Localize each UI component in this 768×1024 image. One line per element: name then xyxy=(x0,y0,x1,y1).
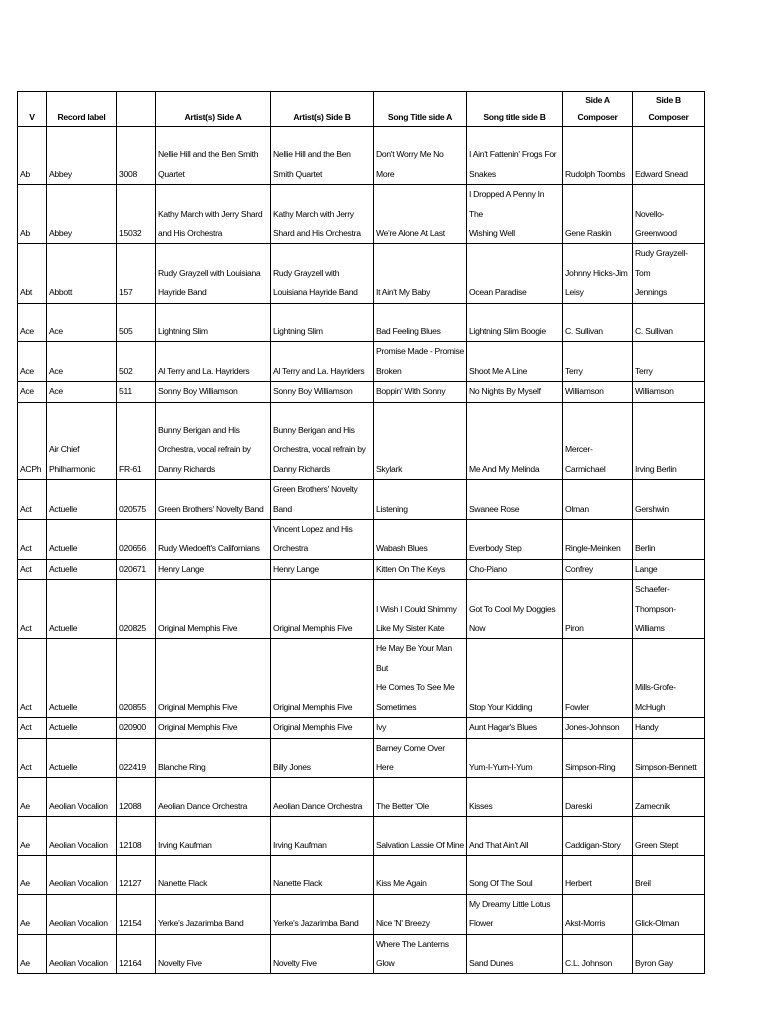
cell-artist-side-b: Bunny Berigan and His Orchestra, vocal refrain by Danny Richards xyxy=(271,402,374,480)
cell-song-title-side-b: Got To Cool My Doggies Now xyxy=(467,580,563,639)
cell-record-label: Abbey xyxy=(47,127,117,185)
cell-song-title-side-b: Aunt Hagar's Blues xyxy=(467,718,563,738)
cell-v-code: Ab xyxy=(18,127,47,185)
cell-side-b-composer: Simpson-Bennett xyxy=(633,738,705,778)
cell-side-b-composer: Mills-Grofe- McHugh xyxy=(633,639,705,718)
cell-v-code: Abt xyxy=(18,244,47,303)
cell-catalog-number: 12154 xyxy=(117,894,156,934)
cell-side-a-composer: Ringle-Meinken xyxy=(563,520,633,560)
cell-song-title-side-b: Song Of The Soul xyxy=(467,855,563,894)
table-row xyxy=(18,185,705,244)
cell-artist-side-b: Nanette Flack xyxy=(271,855,374,894)
cell-side-b-composer: Rudy Grayzell-Tom Jennings xyxy=(633,244,705,303)
cell-catalog-number: 157 xyxy=(117,244,156,303)
cell-side-a-composer: Simpson-Ring xyxy=(563,738,633,778)
cell-catalog-number: 505 xyxy=(117,303,156,342)
table-row xyxy=(18,817,705,856)
cell-song-title-side-b: Me And My Melinda xyxy=(467,402,563,480)
cell-side-b-composer: Handy xyxy=(633,718,705,738)
cell-artist-side-a: Rudy Wiedoeft's Californians xyxy=(156,520,271,560)
column-header-catalog-number xyxy=(117,92,156,127)
cell-artist-side-b: Billy Jones xyxy=(271,738,374,778)
cell-song-title-side-b: Sand Dunes xyxy=(467,934,563,974)
cell-artist-side-a: Original Memphis Five xyxy=(156,639,271,718)
cell-record-label: Aeolian Vocalion xyxy=(47,934,117,974)
cell-artist-side-a: Novelty Five xyxy=(156,934,271,974)
cell-record-label: Ace xyxy=(47,382,117,402)
cell-song-title-side-a: Promise Made - Promise Broken xyxy=(374,342,467,382)
cell-song-title-side-a: Wabash Blues xyxy=(374,520,467,560)
cell-song-title-side-a: The Better 'Ole xyxy=(374,778,467,817)
cell-artist-side-b: Green Brothers' Novelty Band xyxy=(271,480,374,520)
cell-v-code: Ae xyxy=(18,855,47,894)
cell-artist-side-b: Vincent Lopez and His Orchestra xyxy=(271,520,374,560)
table-row xyxy=(18,520,705,560)
cell-record-label: Aeolian Vocalion xyxy=(47,855,117,894)
cell-v-code: Act xyxy=(18,738,47,778)
cell-side-b-composer: Byron Gay xyxy=(633,934,705,974)
cell-v-code: Act xyxy=(18,639,47,718)
cell-artist-side-b: Sonny Boy Williamson xyxy=(271,382,374,402)
cell-side-b-composer: Zamecnik xyxy=(633,778,705,817)
cell-artist-side-a: Rudy Grayzell with Louisiana Hayride Band xyxy=(156,244,271,303)
cell-artist-side-b: Original Memphis Five xyxy=(271,580,374,639)
cell-song-title-side-a: I Wish I Could Shimmy Like My Sister Kate xyxy=(374,580,467,639)
cell-song-title-side-b: Shoot Me A Line xyxy=(467,342,563,382)
cell-side-a-composer: C.L. Johnson xyxy=(563,934,633,974)
column-header-side-b-composer: Side B Composer xyxy=(633,92,705,127)
column-header-v: V xyxy=(18,92,47,127)
cell-catalog-number: 3008 xyxy=(117,127,156,185)
cell-side-b-composer: Terry xyxy=(633,342,705,382)
cell-side-a-composer: Rudolph Toombs xyxy=(563,127,633,185)
cell-v-code: Ace xyxy=(18,342,47,382)
cell-catalog-number: 020575 xyxy=(117,480,156,520)
table-row xyxy=(18,894,705,934)
table-row xyxy=(18,738,705,778)
cell-artist-side-b: Yerke's Jazarimba Band xyxy=(271,894,374,934)
cell-artist-side-a: Green Brothers' Novelty Band xyxy=(156,480,271,520)
cell-song-title-side-b: No Nights By Myself xyxy=(467,382,563,402)
cell-catalog-number: 12108 xyxy=(117,817,156,856)
table-row xyxy=(18,402,705,480)
cell-v-code: Ab xyxy=(18,185,47,244)
cell-artist-side-b: Original Memphis Five xyxy=(271,718,374,738)
table-row xyxy=(18,934,705,974)
cell-side-b-composer: Green Stept xyxy=(633,817,705,856)
cell-side-a-composer: Terry xyxy=(563,342,633,382)
cell-artist-side-a: Sonny Boy Williamson xyxy=(156,382,271,402)
cell-side-b-composer: Novello- Greenwood xyxy=(633,185,705,244)
table-row xyxy=(18,559,705,579)
cell-catalog-number: 12164 xyxy=(117,934,156,974)
cell-side-a-composer: Caddigan-Story xyxy=(563,817,633,856)
cell-record-label: Abbott xyxy=(47,244,117,303)
cell-record-label: Aeolian Vocalion xyxy=(47,817,117,856)
cell-catalog-number: 502 xyxy=(117,342,156,382)
cell-record-label: Air Chief Philharmonic xyxy=(47,402,117,480)
cell-artist-side-b: Al Terry and La. Hayriders xyxy=(271,342,374,382)
cell-artist-side-b: Irving Kaufman xyxy=(271,817,374,856)
cell-record-label: Actuelle xyxy=(47,718,117,738)
cell-side-a-composer: C. Sullivan xyxy=(563,303,633,342)
cell-song-title-side-b: Kisses xyxy=(467,778,563,817)
cell-artist-side-a: Original Memphis Five xyxy=(156,580,271,639)
cell-side-b-composer: C. Sullivan xyxy=(633,303,705,342)
cell-record-label: Ace xyxy=(47,303,117,342)
cell-v-code: Act xyxy=(18,580,47,639)
cell-artist-side-a: Kathy March with Jerry Shard and His Orchestra xyxy=(156,185,271,244)
cell-v-code: Act xyxy=(18,480,47,520)
cell-side-b-composer: Edward Snead xyxy=(633,127,705,185)
cell-side-a-composer: Akst-Morris xyxy=(563,894,633,934)
table-row xyxy=(18,580,705,639)
cell-side-b-composer: Berlin xyxy=(633,520,705,560)
cell-song-title-side-a: Ivy xyxy=(374,718,467,738)
cell-side-b-composer: Breil xyxy=(633,855,705,894)
cell-record-label: Aeolian Vocalion xyxy=(47,894,117,934)
cell-v-code: Ace xyxy=(18,303,47,342)
cell-side-a-composer: Williamson xyxy=(563,382,633,402)
cell-record-label: Abbey xyxy=(47,185,117,244)
cell-song-title-side-a: Barney Come Over Here xyxy=(374,738,467,778)
table-row xyxy=(18,127,705,185)
cell-v-code: Act xyxy=(18,520,47,560)
cell-v-code: Ae xyxy=(18,778,47,817)
cell-song-title-side-a: Skylark xyxy=(374,402,467,480)
column-header-side-a-composer: Side A Composer xyxy=(563,92,633,127)
cell-artist-side-a: Nanette Flack xyxy=(156,855,271,894)
cell-song-title-side-a: Where The Lanterns Glow xyxy=(374,934,467,974)
cell-side-a-composer: Dareski xyxy=(563,778,633,817)
cell-v-code: ACPh xyxy=(18,402,47,480)
cell-song-title-side-b: I Dropped A Penny In The Wishing Well xyxy=(467,185,563,244)
cell-v-code: Ae xyxy=(18,894,47,934)
cell-side-a-composer: Fowler xyxy=(563,639,633,718)
cell-v-code: Ace xyxy=(18,382,47,402)
cell-side-b-composer: Glick-Olman xyxy=(633,894,705,934)
cell-song-title-side-a: Boppin' With Sonny xyxy=(374,382,467,402)
table-row xyxy=(18,778,705,817)
column-header-artist-side-b: Artist(s) Side B xyxy=(271,92,374,127)
cell-song-title-side-a: Bad Feeling Blues xyxy=(374,303,467,342)
cell-song-title-side-a: Salvation Lassie Of Mine xyxy=(374,817,467,856)
cell-catalog-number: 12088 xyxy=(117,778,156,817)
cell-record-label: Actuelle xyxy=(47,580,117,639)
cell-song-title-side-a: Kitten On The Keys xyxy=(374,559,467,579)
cell-artist-side-b: Original Memphis Five xyxy=(271,639,374,718)
cell-artist-side-a: Yerke's Jazarimba Band xyxy=(156,894,271,934)
cell-catalog-number: FR-61 xyxy=(117,402,156,480)
cell-song-title-side-a: Nice 'N' Breezy xyxy=(374,894,467,934)
cell-record-label: Actuelle xyxy=(47,639,117,718)
cell-song-title-side-a: It Ain't My Baby xyxy=(374,244,467,303)
cell-v-code: Ae xyxy=(18,817,47,856)
cell-v-code: Ae xyxy=(18,934,47,974)
table-row xyxy=(18,639,705,718)
cell-side-a-composer: Piron xyxy=(563,580,633,639)
table-row xyxy=(18,718,705,738)
cell-song-title-side-b: Lightning Slim Boogie xyxy=(467,303,563,342)
cell-side-b-composer: Williamson xyxy=(633,382,705,402)
cell-artist-side-a: Lightning Slim xyxy=(156,303,271,342)
cell-record-label: Actuelle xyxy=(47,520,117,560)
cell-artist-side-b: Henry Lange xyxy=(271,559,374,579)
cell-song-title-side-b: And That Ain't All xyxy=(467,817,563,856)
cell-catalog-number: 020825 xyxy=(117,580,156,639)
cell-record-label: Ace xyxy=(47,342,117,382)
cell-side-b-composer: Schaefer- Thompson- Williams xyxy=(633,580,705,639)
cell-catalog-number: 12127 xyxy=(117,855,156,894)
cell-song-title-side-b: Cho-Piano xyxy=(467,559,563,579)
cell-song-title-side-b: Ocean Paradise xyxy=(467,244,563,303)
table-row xyxy=(18,480,705,520)
cell-artist-side-a: Nellie Hill and the Ben Smith Quartet xyxy=(156,127,271,185)
cell-song-title-side-a: Listening xyxy=(374,480,467,520)
cell-record-label: Actuelle xyxy=(47,559,117,579)
cell-artist-side-a: Original Memphis Five xyxy=(156,718,271,738)
cell-artist-side-a: Aeolian Dance Orchestra xyxy=(156,778,271,817)
cell-record-label: Aeolian Vocalion xyxy=(47,778,117,817)
cell-song-title-side-a: Kiss Me Again xyxy=(374,855,467,894)
cell-artist-side-a: Irving Kaufman xyxy=(156,817,271,856)
cell-side-b-composer: Lange xyxy=(633,559,705,579)
cell-side-a-composer: Jones-Johnson xyxy=(563,718,633,738)
cell-artist-side-a: Al Terry and La. Hayriders xyxy=(156,342,271,382)
table-row xyxy=(18,855,705,894)
cell-artist-side-b: Novelty Five xyxy=(271,934,374,974)
column-header-artist-side-a: Artist(s) Side A xyxy=(156,92,271,127)
header-row xyxy=(18,92,705,127)
table-row xyxy=(18,342,705,382)
cell-catalog-number: 020855 xyxy=(117,639,156,718)
cell-catalog-number: 020656 xyxy=(117,520,156,560)
cell-artist-side-b: Lightning Slim xyxy=(271,303,374,342)
cell-side-a-composer: Johnny Hicks-Jim Leisy xyxy=(563,244,633,303)
cell-song-title-side-b: Stop Your Kidding xyxy=(467,639,563,718)
cell-side-a-composer: Confrey xyxy=(563,559,633,579)
cell-artist-side-a: Henry Lange xyxy=(156,559,271,579)
cell-v-code: Act xyxy=(18,718,47,738)
cell-artist-side-a: Blanche Ring xyxy=(156,738,271,778)
records-body xyxy=(18,127,705,974)
table-row xyxy=(18,303,705,342)
table-row xyxy=(18,244,705,303)
cell-catalog-number: 15032 xyxy=(117,185,156,244)
cell-v-code: Act xyxy=(18,559,47,579)
cell-side-a-composer: Mercer- Carmichael xyxy=(563,402,633,480)
cell-song-title-side-a: He May Be Your Man But He Comes To See Me Sometimes xyxy=(374,639,467,718)
cell-catalog-number: 022419 xyxy=(117,738,156,778)
cell-song-title-side-b: Yum-I-Yum-I-Yum xyxy=(467,738,563,778)
cell-artist-side-b: Kathy March with Jerry Shard and His Orchestra xyxy=(271,185,374,244)
cell-song-title-side-a: Don't Worry Me No More xyxy=(374,127,467,185)
column-header-song-title-side-a: Song Title side A xyxy=(374,92,467,127)
cell-record-label: Actuelle xyxy=(47,480,117,520)
cell-side-b-composer: Gershwin xyxy=(633,480,705,520)
cell-side-a-composer: Gene Raskin xyxy=(563,185,633,244)
cell-artist-side-b: Nellie Hill and the Ben Smith Quartet xyxy=(271,127,374,185)
cell-side-b-composer: Irving Berlin xyxy=(633,402,705,480)
cell-side-a-composer: Herbert xyxy=(563,855,633,894)
cell-song-title-side-b: My Dreamy Little Lotus Flower xyxy=(467,894,563,934)
cell-catalog-number: 020900 xyxy=(117,718,156,738)
column-header-song-title-side-b: Song title side B xyxy=(467,92,563,127)
cell-song-title-side-b: Swanee Rose xyxy=(467,480,563,520)
cell-side-a-composer: Olman xyxy=(563,480,633,520)
cell-catalog-number: 511 xyxy=(117,382,156,402)
column-header-record-label: Record label xyxy=(47,92,117,127)
cell-song-title-side-a: We're Alone At Last xyxy=(374,185,467,244)
cell-artist-side-b: Aeolian Dance Orchestra xyxy=(271,778,374,817)
cell-song-title-side-b: I Ain't Fattenin' Frogs For Snakes xyxy=(467,127,563,185)
cell-artist-side-a: Bunny Berigan and His Orchestra, vocal refrain by Danny Richards xyxy=(156,402,271,480)
cell-artist-side-b: Rudy Grayzell with Louisiana Hayride Band xyxy=(271,244,374,303)
cell-song-title-side-b: Everbody Step xyxy=(467,520,563,560)
cell-catalog-number: 020671 xyxy=(117,559,156,579)
records-table xyxy=(17,91,705,974)
table-row xyxy=(18,382,705,402)
cell-record-label: Actuelle xyxy=(47,738,117,778)
